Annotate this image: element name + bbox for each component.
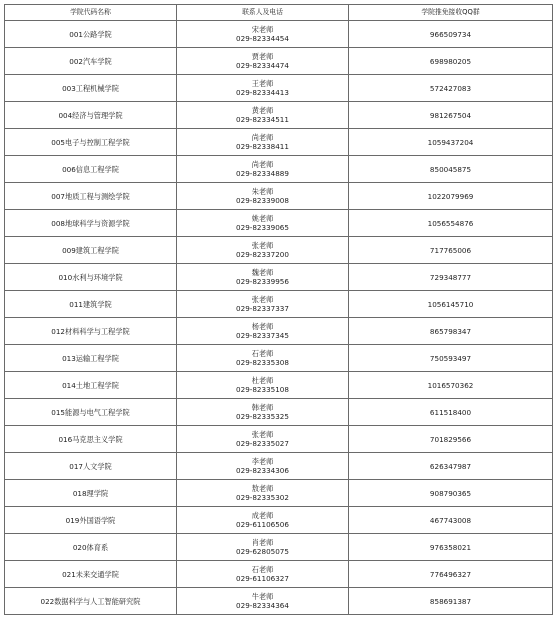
contact-cell (177, 561, 349, 588)
header-qq-group: 学院推免接收QQ群 (349, 5, 553, 21)
qq-group-cell: 776496327 (349, 561, 553, 588)
contact-cell (177, 129, 349, 156)
header-contact: 联系人及电话 (177, 5, 349, 21)
contact-cell (177, 264, 349, 291)
table-row (5, 399, 553, 426)
table-row (5, 588, 553, 615)
college-name-cell: 006信息工程学院 (5, 156, 177, 183)
table-row (5, 345, 553, 372)
contact-cell (177, 534, 349, 561)
contact-name: 张老师 (251, 295, 274, 304)
qq-group-cell: 1022079969 (349, 183, 553, 210)
recommendation-contact-sheet (4, 4, 552, 615)
college-name-cell: 007地质工程与测绘学院 (5, 183, 177, 210)
college-name-cell: 013运输工程学院 (5, 345, 177, 372)
college-name-cell: 003工程机械学院 (5, 75, 177, 102)
college-name-cell: 020体育系 (5, 534, 177, 561)
table-row (5, 129, 553, 156)
contact-name: 李老师 (251, 457, 274, 466)
qq-group-cell: 1016570362 (349, 372, 553, 399)
contact-cell (177, 237, 349, 264)
college-contact-table (4, 4, 553, 615)
table-row (5, 48, 553, 75)
table-row (5, 237, 553, 264)
contact-cell (177, 48, 349, 75)
qq-group-cell: 908790365 (349, 480, 553, 507)
contact-cell (177, 399, 349, 426)
college-name-cell: 018理学院 (5, 480, 177, 507)
table-row (5, 183, 553, 210)
contact-phone: 029-82337345 (236, 331, 289, 340)
contact-name: 尚老师 (251, 160, 274, 169)
contact-phone: 029-82334474 (236, 61, 289, 70)
contact-cell (177, 345, 349, 372)
table-row (5, 561, 553, 588)
contact-cell (177, 156, 349, 183)
contact-phone: 029-82337337 (236, 304, 289, 313)
table-row (5, 507, 553, 534)
college-name-cell: 001公路学院 (5, 21, 177, 48)
qq-group-cell: 1056554876 (349, 210, 553, 237)
contact-cell (177, 588, 349, 615)
contact-name: 姚老师 (251, 214, 274, 223)
contact-name: 张老师 (251, 241, 274, 250)
contact-cell (177, 75, 349, 102)
contact-name: 宋老师 (251, 25, 274, 34)
contact-name: 魏老师 (251, 268, 274, 277)
college-name-cell: 011建筑学院 (5, 291, 177, 318)
contact-phone: 029-82339065 (236, 223, 289, 232)
table-row (5, 534, 553, 561)
table-row (5, 318, 553, 345)
table-body (5, 21, 553, 615)
table-row (5, 75, 553, 102)
contact-cell (177, 21, 349, 48)
college-name-cell: 009建筑工程学院 (5, 237, 177, 264)
contact-phone: 029-82338411 (236, 142, 289, 151)
contact-cell (177, 183, 349, 210)
college-name-cell: 014土地工程学院 (5, 372, 177, 399)
qq-group-cell: 717765006 (349, 237, 553, 264)
contact-name: 牛老师 (251, 592, 274, 601)
table-header (5, 5, 553, 21)
college-name-cell: 004经济与管理学院 (5, 102, 177, 129)
contact-phone: 029-82339008 (236, 196, 289, 205)
contact-name: 石老师 (251, 565, 274, 574)
qq-group-cell: 1059437204 (349, 129, 553, 156)
table-row (5, 156, 553, 183)
contact-phone: 029-61106506 (236, 520, 289, 529)
table-row (5, 264, 553, 291)
contact-phone: 029-82334413 (236, 88, 289, 97)
college-name-cell: 017人文学院 (5, 453, 177, 480)
college-name-cell: 005电子与控制工程学院 (5, 129, 177, 156)
qq-group-cell: 1056145710 (349, 291, 553, 318)
contact-cell (177, 291, 349, 318)
contact-phone: 029-82335108 (236, 385, 289, 394)
contact-cell (177, 507, 349, 534)
qq-group-cell: 698980205 (349, 48, 553, 75)
contact-name: 王老师 (251, 79, 274, 88)
college-name-cell: 008地球科学与资源学院 (5, 210, 177, 237)
table-row (5, 426, 553, 453)
contact-cell (177, 453, 349, 480)
contact-name: 朱老师 (251, 187, 274, 196)
qq-group-cell: 701829566 (349, 426, 553, 453)
table-row (5, 372, 553, 399)
contact-name: 张老师 (251, 430, 274, 439)
contact-phone: 029-82335027 (236, 439, 289, 448)
contact-cell (177, 480, 349, 507)
table-row (5, 210, 553, 237)
contact-phone: 029-82335325 (236, 412, 289, 421)
contact-name: 韩老师 (251, 403, 274, 412)
college-name-cell: 012材料科学与工程学院 (5, 318, 177, 345)
contact-cell (177, 372, 349, 399)
contact-name: 黄老师 (251, 106, 274, 115)
table-row (5, 453, 553, 480)
qq-group-cell: 750593497 (349, 345, 553, 372)
qq-group-cell: 611518400 (349, 399, 553, 426)
contact-name: 贾老师 (251, 52, 274, 61)
header-college: 学院代码名称 (5, 5, 177, 21)
contact-name: 成老师 (251, 511, 274, 520)
table-row (5, 480, 553, 507)
contact-phone: 029-82334889 (236, 169, 289, 178)
contact-name: 尚老师 (251, 133, 274, 142)
table-row (5, 291, 553, 318)
qq-group-cell: 981267504 (349, 102, 553, 129)
header-row (5, 5, 553, 21)
qq-group-cell: 865798347 (349, 318, 553, 345)
contact-phone: 029-61106327 (236, 574, 289, 583)
contact-name: 肖老师 (251, 538, 274, 547)
qq-group-cell: 850045875 (349, 156, 553, 183)
contact-phone: 029-82334306 (236, 466, 289, 475)
contact-phone: 029-62805075 (236, 547, 289, 556)
table-row (5, 21, 553, 48)
contact-phone: 029-82335308 (236, 358, 289, 367)
college-name-cell: 010水利与环境学院 (5, 264, 177, 291)
college-name-cell: 015能源与电气工程学院 (5, 399, 177, 426)
contact-name: 石老师 (251, 349, 274, 358)
college-name-cell: 021未来交通学院 (5, 561, 177, 588)
qq-group-cell: 858691387 (349, 588, 553, 615)
contact-phone: 029-82334511 (236, 115, 289, 124)
contact-phone: 029-82334454 (236, 34, 289, 43)
college-name-cell: 019外国语学院 (5, 507, 177, 534)
qq-group-cell: 966509734 (349, 21, 553, 48)
contact-cell (177, 210, 349, 237)
table-row (5, 102, 553, 129)
contact-name: 敖老师 (251, 484, 274, 493)
college-name-cell: 022数据科学与人工智能研究院 (5, 588, 177, 615)
contact-phone: 029-82339956 (236, 277, 289, 286)
college-name-cell: 002汽车学院 (5, 48, 177, 75)
qq-group-cell: 976358021 (349, 534, 553, 561)
contact-phone: 029-82334364 (236, 601, 289, 610)
qq-group-cell: 572427083 (349, 75, 553, 102)
contact-cell (177, 426, 349, 453)
contact-cell (177, 318, 349, 345)
contact-cell (177, 102, 349, 129)
contact-phone: 029-82337200 (236, 250, 289, 259)
contact-name: 杜老师 (251, 376, 274, 385)
qq-group-cell: 729348777 (349, 264, 553, 291)
qq-group-cell: 626347987 (349, 453, 553, 480)
contact-name: 杨老师 (251, 322, 274, 331)
college-name-cell: 016马克思主义学院 (5, 426, 177, 453)
contact-phone: 029-82335302 (236, 493, 289, 502)
qq-group-cell: 467743008 (349, 507, 553, 534)
